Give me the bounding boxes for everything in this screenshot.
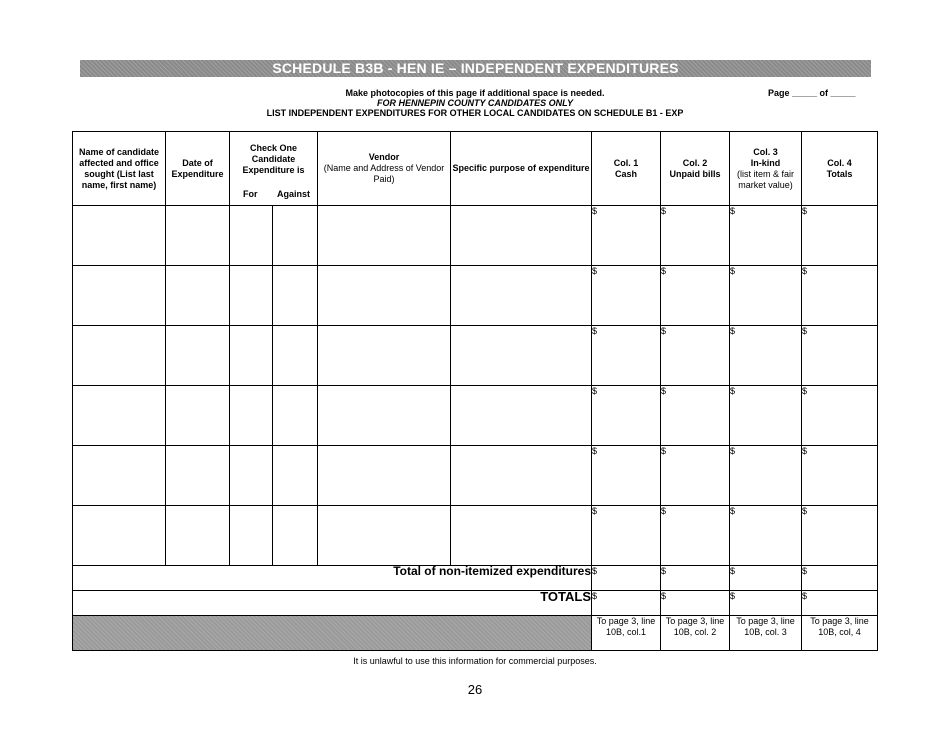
carry-forward-row bbox=[73, 616, 878, 651]
name-cell[interactable] bbox=[73, 326, 166, 386]
vendor-cell[interactable] bbox=[318, 506, 451, 566]
cash-cell[interactable]: $ bbox=[592, 326, 661, 386]
inkind-cell[interactable]: $ bbox=[730, 506, 802, 566]
against-cell[interactable] bbox=[273, 206, 318, 266]
header-col4-sub: Totals bbox=[826, 168, 853, 179]
header-for: For bbox=[243, 188, 258, 199]
header-row bbox=[73, 132, 878, 206]
header-vendor-title: Vendor bbox=[368, 152, 400, 162]
inkind-cell[interactable]: $ bbox=[730, 446, 802, 506]
for-cell[interactable] bbox=[230, 446, 273, 506]
header-col4 bbox=[802, 132, 878, 206]
purpose-cell[interactable] bbox=[451, 266, 592, 326]
totals-cash[interactable]: $ bbox=[592, 591, 661, 616]
carry-col3-note: To page 3, line 10B, col. 3 bbox=[730, 616, 802, 651]
purpose-cell[interactable] bbox=[451, 206, 592, 266]
unpaid-cell[interactable]: $ bbox=[661, 446, 730, 506]
table-row bbox=[73, 386, 878, 446]
totals-row bbox=[73, 591, 878, 616]
schedule-title: SCHEDULE B3B - HEN IE – INDEPENDENT EXPENDITURES bbox=[80, 60, 871, 77]
cash-cell[interactable]: $ bbox=[592, 206, 661, 266]
table-row bbox=[73, 266, 878, 326]
header-purpose: Specific purpose of expenditure bbox=[451, 132, 592, 206]
name-cell[interactable] bbox=[73, 386, 166, 446]
header-check-one bbox=[230, 132, 318, 206]
unpaid-cell[interactable]: $ bbox=[661, 326, 730, 386]
against-cell[interactable] bbox=[273, 386, 318, 446]
table-row bbox=[73, 506, 878, 566]
totals-inkind[interactable]: $ bbox=[730, 591, 802, 616]
non-itemized-inkind[interactable]: $ bbox=[730, 566, 802, 591]
unpaid-cell[interactable]: $ bbox=[661, 506, 730, 566]
table-row bbox=[73, 206, 878, 266]
for-cell[interactable] bbox=[230, 206, 273, 266]
non-itemized-cash[interactable]: $ bbox=[592, 566, 661, 591]
header-against: Against bbox=[277, 188, 311, 199]
header-date: Date of Expenditure bbox=[166, 132, 230, 206]
purpose-cell[interactable] bbox=[451, 446, 592, 506]
for-cell[interactable] bbox=[230, 386, 273, 446]
header-col2-sub: Unpaid bills bbox=[669, 168, 721, 179]
unpaid-cell[interactable]: $ bbox=[661, 266, 730, 326]
header-col4-title: Col. 4 bbox=[827, 157, 852, 168]
total-cell[interactable]: $ bbox=[802, 506, 878, 566]
header-col3-sub: In-kind bbox=[750, 157, 781, 168]
against-cell[interactable] bbox=[273, 266, 318, 326]
name-cell[interactable] bbox=[73, 266, 166, 326]
header-col1-title: Col. 1 bbox=[613, 157, 639, 168]
vendor-cell[interactable] bbox=[318, 386, 451, 446]
unlawful-notice: It is unlawful to use this information for commercial purposes. bbox=[353, 656, 597, 666]
table-row bbox=[73, 326, 878, 386]
page-of-field[interactable]: Page _____ of _____ bbox=[768, 88, 856, 98]
totals-unpaid[interactable]: $ bbox=[661, 591, 730, 616]
non-itemized-total[interactable]: $ bbox=[802, 566, 878, 591]
for-cell[interactable] bbox=[230, 326, 273, 386]
carry-col4-note: To page 3, line 10B, col, 4 bbox=[802, 616, 878, 651]
instruction-hennepin-only: FOR HENNEPIN COUNTY CANDIDATES ONLY bbox=[376, 98, 573, 108]
against-cell[interactable] bbox=[273, 326, 318, 386]
totals-label: TOTALS bbox=[73, 591, 592, 616]
non-itemized-row bbox=[73, 566, 878, 591]
page-number: 26 bbox=[467, 682, 483, 697]
header-col3 bbox=[730, 132, 802, 206]
unpaid-cell[interactable]: $ bbox=[661, 206, 730, 266]
header-col1-sub: Cash bbox=[614, 168, 637, 179]
purpose-cell[interactable] bbox=[451, 506, 592, 566]
date-cell[interactable] bbox=[166, 266, 230, 326]
for-cell[interactable] bbox=[230, 266, 273, 326]
name-cell[interactable] bbox=[73, 206, 166, 266]
total-cell[interactable]: $ bbox=[802, 326, 878, 386]
header-col2-title: Col. 2 bbox=[682, 157, 708, 168]
vendor-cell[interactable] bbox=[318, 326, 451, 386]
inkind-cell[interactable]: $ bbox=[730, 386, 802, 446]
non-itemized-label: Total of non-itemized expenditures bbox=[73, 566, 592, 591]
total-cell[interactable]: $ bbox=[802, 206, 878, 266]
purpose-cell[interactable] bbox=[451, 326, 592, 386]
vendor-cell[interactable] bbox=[318, 446, 451, 506]
inkind-cell[interactable]: $ bbox=[730, 266, 802, 326]
header-col1 bbox=[592, 132, 661, 206]
totals-total[interactable]: $ bbox=[802, 591, 878, 616]
header-col2 bbox=[661, 132, 730, 206]
total-cell[interactable]: $ bbox=[802, 446, 878, 506]
instruction-list-other: LIST INDEPENDENT EXPENDITURES FOR OTHER LOCAL CANDIDATES ON SCHEDULE B1 - EXP bbox=[266, 108, 684, 118]
vendor-cell[interactable] bbox=[318, 206, 451, 266]
cash-cell[interactable]: $ bbox=[592, 506, 661, 566]
header-vendor-sub: (Name and Address of Vendor Paid) bbox=[323, 163, 445, 184]
date-cell[interactable] bbox=[166, 506, 230, 566]
date-cell[interactable] bbox=[166, 446, 230, 506]
name-cell[interactable] bbox=[73, 446, 166, 506]
non-itemized-unpaid[interactable]: $ bbox=[661, 566, 730, 591]
cash-cell[interactable]: $ bbox=[592, 266, 661, 326]
header-check-one-title: Check One Candidate Expenditure is bbox=[242, 142, 305, 175]
date-cell[interactable] bbox=[166, 206, 230, 266]
inkind-cell[interactable]: $ bbox=[730, 326, 802, 386]
carry-col1-note: To page 3, line 10B, col.1 bbox=[592, 616, 661, 651]
cash-cell[interactable]: $ bbox=[592, 386, 661, 446]
cash-cell[interactable]: $ bbox=[592, 446, 661, 506]
unpaid-cell[interactable]: $ bbox=[661, 386, 730, 446]
against-cell[interactable] bbox=[273, 446, 318, 506]
header-vendor bbox=[318, 132, 451, 206]
total-cell[interactable]: $ bbox=[802, 266, 878, 326]
header-col3-note: (list item & fair market value) bbox=[736, 168, 794, 190]
expenditures-table bbox=[72, 131, 878, 651]
inkind-cell[interactable]: $ bbox=[730, 206, 802, 266]
instruction-photocopies: Make photocopies of this page if additional space is needed. bbox=[345, 88, 605, 98]
total-cell[interactable]: $ bbox=[802, 386, 878, 446]
carry-col2-note: To page 3, line 10B, col. 2 bbox=[661, 616, 730, 651]
shaded-area bbox=[73, 616, 592, 651]
header-name: Name of candidate affected and office sought (List last name, first name) bbox=[73, 132, 166, 206]
purpose-cell[interactable] bbox=[451, 386, 592, 446]
header-col3-title: Col. 3 bbox=[753, 146, 778, 157]
against-cell[interactable] bbox=[273, 506, 318, 566]
date-cell[interactable] bbox=[166, 326, 230, 386]
vendor-cell[interactable] bbox=[318, 266, 451, 326]
date-cell[interactable] bbox=[166, 386, 230, 446]
table-row bbox=[73, 446, 878, 506]
for-cell[interactable] bbox=[230, 506, 273, 566]
name-cell[interactable] bbox=[73, 506, 166, 566]
